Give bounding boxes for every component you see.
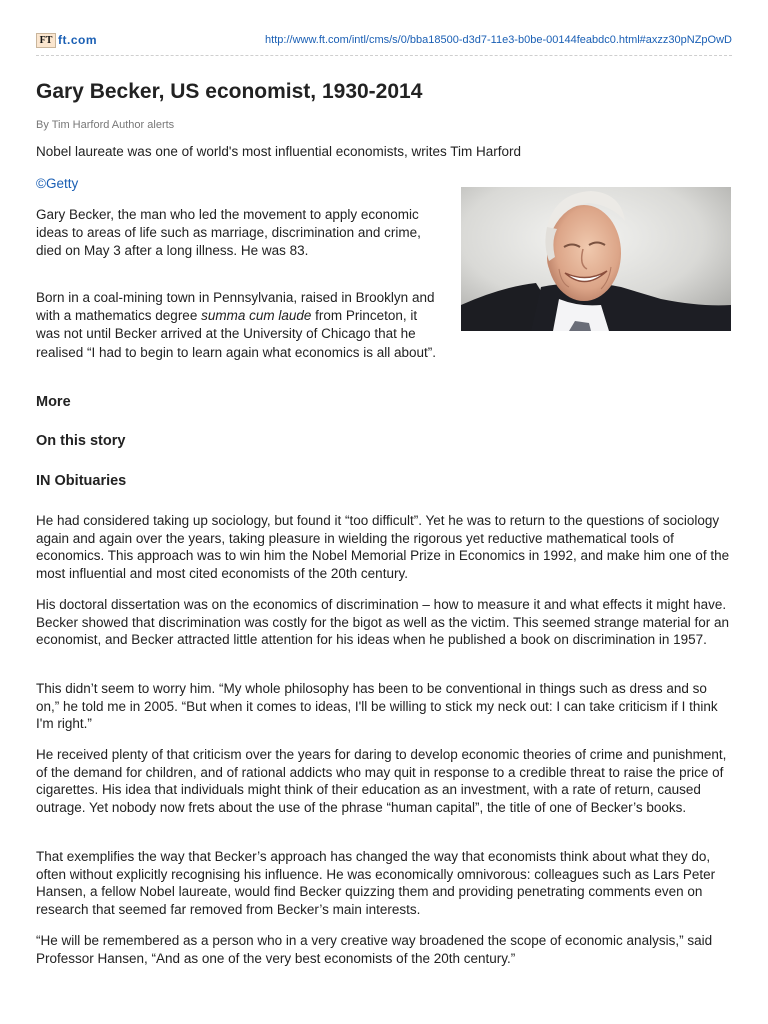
ft-logo: FT: [36, 33, 56, 48]
body-paragraph: His doctoral dissertation was on the economics of discrimination – how to measure it and what effects it might have. Becker showed that discrimination was costly for the bigot as well as the victim. This seemed strange material for an economist, and Becker attracted little attention for his ideas when he published a book on discrimination in 1957.: [36, 597, 730, 647]
portrait-photo: [461, 187, 731, 331]
p2-text-end: from Princeton, it was not until Becker arrived at the University of Chicago that he realised “I had to begin to learn again what economics is all about”.: [36, 308, 436, 360]
article-url-link[interactable]: http://www.ft.com/intl/cms/s/0/bba18500-d3d7-11e3-b0be-00144feabdc0.html#axzz30pNZpOwD: [265, 34, 732, 46]
standfirst: Nobel laureate was one of world's most influential economists, writes Tim Harford: [36, 144, 522, 159]
more-link[interactable]: More: [36, 394, 71, 410]
body-paragraph: That exemplifies the way that Becker’s approach has changed the way that economists think about what they do, often without explicitly recognising his influence. He was economically omnivorous: colleagues such as Lars Peter Hansen, a fellow Nobel laureate, would find Becker quizzing them and providing penetrating comments even on research that seemed far removed from Becker’s main interests.: [36, 849, 716, 917]
body-paragraph: “He will be remembered as a person who in a very creative way broadened the scope of economic analysis,” said Professor Hansen, “And as one of the very best economists of the 20th century.”: [36, 933, 713, 966]
background-paragraph: [36, 289, 444, 362]
intro-paragraph: Gary Becker, the man who led the movement to apply economic ideas to areas of life such as marriage, discrimination and crime, died on May 3 after a long illness. He was 83.: [36, 207, 421, 259]
article-title: Gary Becker, US economist, 1930-2014: [36, 80, 423, 103]
body-paragraph: He received plenty of that criticism over the years for daring to develop economic theories of crime and punishment, of the demand for children, and of rational addicts who may quit in response to a credible threat to raise the price of cigarettes. His idea that individuals might think of their education as an investment, with a rate of return, caused outrage. Yet nobody now frets about the use of the phrase “human capital”, the title of one of Becker’s books.: [36, 747, 727, 815]
p2-emphasis: summa cum laude: [201, 308, 312, 324]
on-this-story-link[interactable]: On this story: [36, 433, 126, 449]
page-header: [36, 33, 732, 49]
header-divider: [36, 55, 732, 56]
image-credit-link[interactable]: ©Getty: [36, 176, 79, 191]
p2-text-start: Born in a coal-mining town in Pennsylvania, raised in Brooklyn and with a mathematics degree: [36, 290, 435, 324]
in-obituaries-link[interactable]: IN Obituaries: [36, 473, 127, 489]
site-link[interactable]: ft.com: [58, 33, 97, 47]
body-paragraph: He had considered taking up sociology, but found it “too difficult”. Yet he was to return to the questions of sociology again and again over the years, taking pleasure in wielding the rigorous yet reductive mathematical tools of economics. This approach was to win him the Nobel Memorial Prize in Economics in 1992, and make him one of the most influential and most cited economists of the 20th century.: [36, 513, 730, 581]
body-paragraph: This didn’t seem to worry him. “My whole philosophy has been to be conventional in things such as dress and so on,” he told me in 2005. “But when it comes to ideas, I'll be willing to stick my neck out: I can take criticism if I think I'm right.”: [36, 681, 718, 731]
byline[interactable]: By Tim Harford Author alerts: [36, 119, 175, 131]
